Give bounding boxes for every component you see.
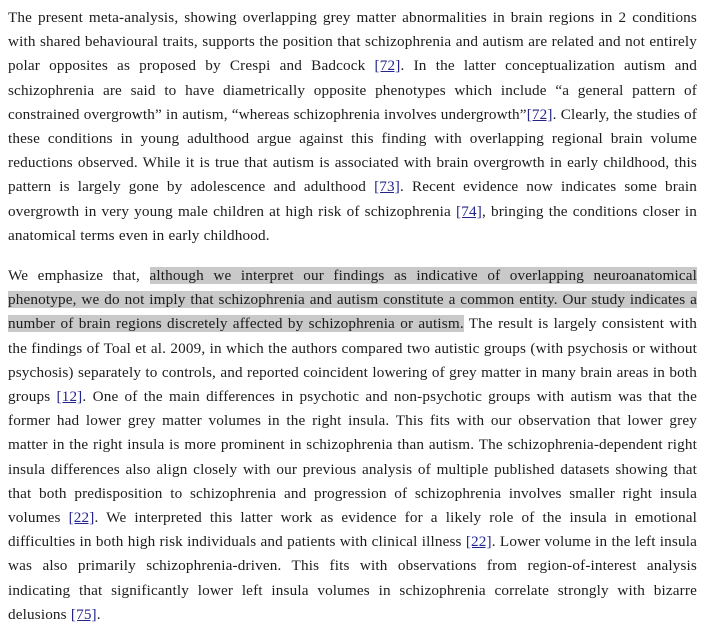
body-text: . [96, 605, 101, 623]
citation-link[interactable]: [12] [56, 388, 83, 406]
document-body [8, 6, 697, 627]
citation-link[interactable]: [72] [526, 105, 553, 123]
citation-link[interactable]: [22] [68, 509, 95, 527]
body-text: . Clearly, the studies of these conditions in young adulthood argue against this finding with overlapping regional brain volume reductions observed. While it is true that autism is associated with brain overgrowth in early childhood, this pattern is largely gone by adolescence and adulthood [8, 105, 697, 196]
body-text: . Recent evidence now indicates some brain overgrowth in very young male children at high risk of schizophrenia [8, 178, 697, 220]
body-paragraph [8, 6, 697, 248]
body-text: . Lower volume in the left insula was also primarily schizophrenia-driven. This fits with observations from region-of-interest analysis indicating that significantly lower left insula volumes in schizophrenia correlate strongly with bizarre delusions [8, 533, 697, 623]
body-text: , bringing the conditions closer in anatomical terms even in early childhood. [8, 202, 697, 244]
body-text: . In the latter conceptualization autism and schizophrenia are said to have diametrically opposite phenotypes which include “a general pattern of constrained overgrowth” in autism, “whereas schizophrenia involves undergrowth” [8, 57, 697, 123]
citation-link[interactable]: [72] [374, 57, 401, 75]
citation-link[interactable]: [22] [465, 533, 492, 551]
highlighted-text: although we interpret our findings as indicative of overlapping neuroanatomical phenotype, we do not imply that schizophrenia and autism constitute a common entity. Our study indicates a number of brain regions discretely affected by schizophrenia or autism. [8, 267, 697, 333]
body-paragraph [8, 264, 697, 627]
citation-link[interactable]: [74] [456, 202, 482, 220]
body-text: The present meta-analysis, showing overlapping grey matter abnormalities in brain regions in 2 conditions with shared behavioural traits, supports the position that schizophrenia and autism are related and not entirely polar opposites as proposed by Crespi and Badcock [8, 9, 697, 75]
body-text: The result is largely consistent with the findings of Toal et al. 2009, in which the authors compared two autistic groups (with psychosis or without psychosis) separately to controls, and reported coincident lowering of grey matter in many brain areas in both groups [8, 315, 697, 406]
body-text: We emphasize that, [8, 267, 150, 285]
body-text: . We interpreted this latter work as evidence for a likely role of the insula in emotional difficulties in both high risk individuals and patients with clinical illness [8, 509, 697, 551]
body-text: . One of the main differences in psychotic and non-psychotic groups with autism was that the former had lower grey matter volumes in the right insula. This fits with our observation that lower grey matter in the right insula is more prominent in schizophrenia than autism. The schizophrenia-dependent right insula differences also align closely with our previous analysis of multiple published datasets showing that that both predisposition to schizophrenia and progression of schizophrenia involves smaller right insula volumes [8, 388, 697, 527]
citation-link[interactable]: [73] [374, 178, 400, 196]
citation-link[interactable]: [75] [70, 605, 97, 623]
